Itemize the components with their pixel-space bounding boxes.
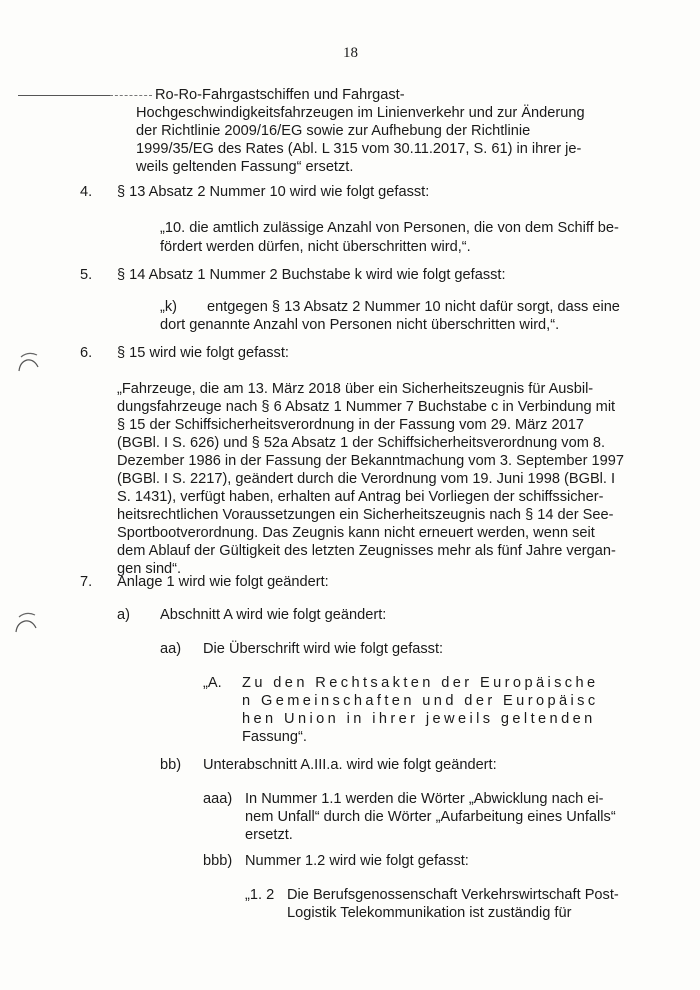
sub-sub-item-label: aa) xyxy=(160,641,182,657)
punch-hole-mark xyxy=(15,347,45,377)
item-text: § 14 Absatz 1 Nummer 2 Buchstabe k wird wie folgt gefasst: xyxy=(117,267,506,283)
sub-sub-item-text: Die Überschrift wird wie folgt gefasst: xyxy=(203,641,444,657)
quote-line: „Fahrzeuge, die am 13. März 2018 über ein Sicherheitszeugnis für Ausbil- xyxy=(117,381,594,397)
quote-line: Zu den Rechtsakten der Europäische xyxy=(242,675,599,691)
item-text: Anlage 1 wird wie folgt geändert: xyxy=(117,574,329,590)
item-number: 4. xyxy=(80,184,93,200)
level4-item-line: In Nummer 1.1 werden die Wörter „Abwicklung nach ei- xyxy=(245,791,604,807)
quote-line: (BGBl. I S. 626) und § 52a Absatz 1 der Schiffsicherheitsverordnung vom 8. xyxy=(117,435,606,451)
sub-item-text: Abschnitt A wird wie folgt geändert: xyxy=(160,607,387,623)
margin-rule xyxy=(18,95,110,96)
quote-label: „k) xyxy=(160,299,178,315)
item-text: § 13 Absatz 2 Nummer 10 wird wie folgt gefasst: xyxy=(117,184,430,200)
quote-line: Sportbootverordnung. Das Zeugnis kann nicht erneuert werden, wenn seit xyxy=(117,525,595,541)
quote-label: „A. xyxy=(203,675,222,691)
item-number: 6. xyxy=(80,345,93,361)
quote-line: dem Ablauf der Gültigkeit des letzten Zeugnisses mehr als fünf Jahre vergan- xyxy=(117,543,616,559)
quote-line: dort genannte Anzahl von Personen nicht überschritten wird,“. xyxy=(160,317,560,333)
quote-line: Die Berufsgenossenschaft Verkehrswirtschaft Post- xyxy=(287,887,619,903)
text-line: 1999/35/EG des Rates (Abl. L 315 vom 30.11.2017, S. 61) in ihrer je- xyxy=(136,141,582,157)
item-number: 7. xyxy=(80,574,93,590)
level4-item-text: Nummer 1.2 wird wie folgt gefasst: xyxy=(245,853,469,869)
quote-line: Logistik Telekommunikation ist zuständig für xyxy=(287,905,572,921)
level4-item-line: nem Unfall“ durch die Wörter „Aufarbeitung eines Unfalls“ xyxy=(245,809,616,825)
text-line: Ro-Ro-Fahrgastschiffen und Fahrgast- xyxy=(155,87,405,103)
item-text: § 15 wird wie folgt gefasst: xyxy=(117,345,289,361)
punch-hole-mark xyxy=(12,607,42,637)
quote-line: S. 1431), verfügt haben, erhalten auf Antrag bei Vorliegen der schiffssicher- xyxy=(117,489,604,505)
level4-item-label: bbb) xyxy=(203,853,233,869)
quote-line: hen Union in ihrer jeweils geltenden xyxy=(242,711,596,727)
quote-line: Dezember 1986 in der Fassung der Bekanntmachung vom 3. September 1997 xyxy=(117,453,625,469)
sub-sub-item-text: Unterabschnitt A.III.a. wird wie folgt geändert: xyxy=(203,757,497,773)
text-line: Hochgeschwindigkeitsfahrzeugen im Linienverkehr und zur Änderung xyxy=(136,105,585,121)
quote-line: „10. die amtlich zulässige Anzahl von Personen, die von dem Schiff be- xyxy=(160,220,619,236)
quote-line: gen sind“. xyxy=(117,561,182,577)
quote-label: „1. 2 xyxy=(245,887,275,903)
quote-line: dungsfahrzeuge nach § 6 Absatz 1 Nummer 7 Buchstabe c in Verbindung mit xyxy=(117,399,616,415)
quote-line: (BGBl. I S. 2217), geändert durch die Verordnung vom 19. Juni 1998 (BGBl. I xyxy=(117,471,616,487)
quote-line: Fassung“. xyxy=(242,729,307,745)
margin-rule-dashed xyxy=(110,95,152,96)
item-number: 5. xyxy=(80,267,93,283)
quote-line: entgegen § 13 Absatz 2 Nummer 10 nicht dafür sorgt, dass eine xyxy=(207,299,620,315)
quote-line: fördert werden dürfen, nicht überschritten wird,“. xyxy=(160,239,471,255)
level4-item-label: aaa) xyxy=(203,791,233,807)
text-line: der Richtlinie 2009/16/EG sowie zur Aufhebung der Richtlinie xyxy=(136,123,531,139)
page-number: 18 xyxy=(343,45,358,61)
quote-line: § 15 der Schiffsicherheitsverordnung in der Fassung vom 29. März 2017 xyxy=(117,417,584,433)
sub-sub-item-label: bb) xyxy=(160,757,182,773)
quote-line: n Gemeinschaften und der Europäisc xyxy=(242,693,599,709)
text-line: weils geltenden Fassung“ ersetzt. xyxy=(136,159,354,175)
quote-line: heitsrechtlichen Voraussetzungen ein Sicherheitszeugnis nach § 14 der See- xyxy=(117,507,614,523)
level4-item-line: ersetzt. xyxy=(245,827,293,843)
sub-item-label: a) xyxy=(117,607,130,623)
